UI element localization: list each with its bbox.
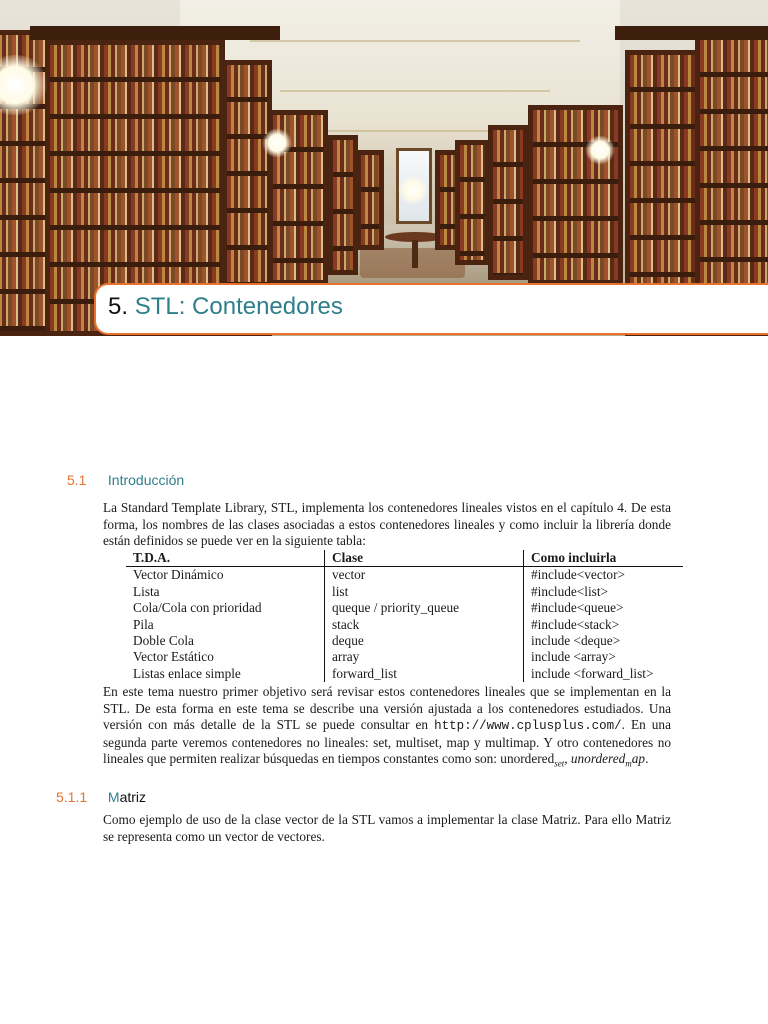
cplusplus-link[interactable]: http://www.cplusplus.com/ [434,719,622,733]
paragraph-text: En este tema nuestro primer objetivo será revisar estos contenedores lineales que se implementan en la STL. De esta forma en este tema se describe una versión ajustada a los contenedores estudiados. Una versión con más detalle de la STL se puede consultar en [103,684,671,732]
paragraph-text: . En una segunda parte veremos contenedores no lineales: set, multiset, map y multimap. Y otro contenedores no lineales que permiten realizar búsquedas en tiempos constantes como son: unordered [103,717,671,766]
table-cell: Doble Cola [133,633,194,649]
section-number: 5.1 [67,472,87,488]
chapter-name: STL: Contenedores [134,293,343,320]
table-cell: #include<list> [524,584,684,600]
section-title: Introducción [107,472,185,488]
bookcase [528,105,623,285]
table-cell: include <deque> [524,633,684,649]
chapter-number: 5. [108,293,129,320]
table-cell: Vector Dinámico [133,567,224,583]
paragraph-text: . [645,751,649,766]
chapter-title [108,292,343,322]
matriz-paragraph: Como ejemplo de uso de la clase vector de la STL vamos a implementar la clase Matriz. Para ello Matriz se representa como un vector de vectores. [103,812,671,844]
table-cell: Vector Estático [133,649,214,665]
subscript-text: m [625,758,632,769]
subsection-number: 5.1.1 [56,789,88,805]
ceiling-beam [280,90,550,92]
subsection-title-initial: M [107,789,120,805]
subsection-title-rest: atriz [119,789,147,805]
lamp-glow [262,128,292,158]
table-row [126,666,683,682]
ceiling-beam [250,40,580,42]
table-header: T.D.A. [126,550,325,567]
table-cell: Pila [133,616,154,632]
table-cell: #include<queue> [524,600,684,616]
table-cell: vector [325,567,524,584]
bookcase [356,150,384,250]
table-cell: include <forward_list> [524,666,684,682]
table-row [126,600,683,616]
bookcase-cornice [30,26,280,40]
chandelier-glow [398,175,428,205]
subsection-title [108,789,146,805]
lamp-glow [585,135,615,165]
table-header: Como incluirla [524,550,684,567]
subscript-text: set [554,758,565,769]
reading-table-leg [412,240,418,268]
table-cell: list [325,584,524,600]
bookcase [488,125,528,280]
bookcase [328,135,358,275]
bookcase [455,140,490,265]
table-cell: queque / priority_queue [325,600,524,616]
intro-paragraph: La Standard Template Library, STL, implementa los contenedores lineales vistos en el capítulo 4. De esta forma, los nombres de las clases asociadas a estos contenedores lineales y como incluir la librería donde están definidos se puede ver en la siguiente tabla: [103,500,671,548]
table-cell: Lista [133,583,160,599]
table-cell: #include<vector> [524,567,684,584]
subsection-heading [56,788,146,806]
table-row [126,617,683,633]
table-cell: #include<stack> [524,617,684,633]
table-row [126,649,683,665]
table-cell: Listas enlace simple [133,665,241,681]
table-cell: deque [325,633,524,649]
table-row [126,567,683,584]
table-header-row [126,550,683,567]
table-header: Clase [325,550,524,567]
section-heading [67,471,184,489]
containers-table [126,550,683,682]
table-cell: array [325,649,524,665]
table-cell: Cola/Cola con prioridad [133,600,262,616]
table-cell: stack [325,617,524,633]
table-row [126,633,683,649]
table-cell: forward_list [325,666,524,682]
stl-overview-paragraph [103,684,671,772]
math-text: ap [631,751,646,766]
table-row [126,584,683,600]
table-cell: include <array> [524,649,684,665]
bookcase-cornice [615,26,768,40]
math-text: , unordered [564,751,626,766]
